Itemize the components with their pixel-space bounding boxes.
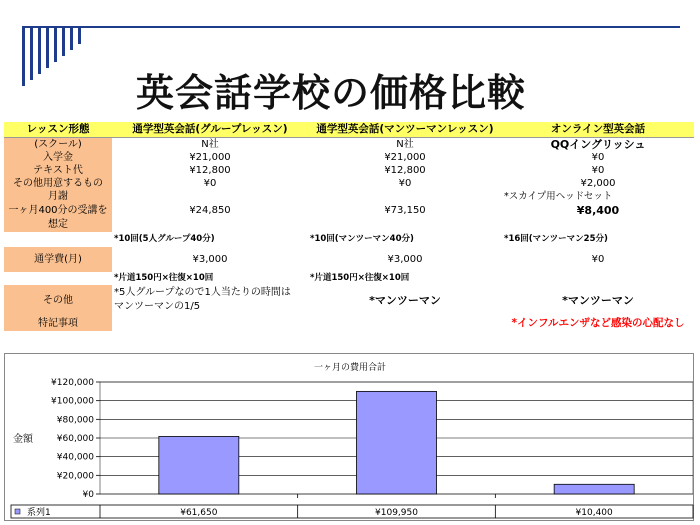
row-label-monthly-2: 一ヶ月400分の受講を [4,204,112,218]
table-cell: ¥0 [398,177,412,189]
table-cell: ¥0 [591,164,605,176]
row-label-special: 特記事項 [4,316,112,331]
table-cell: ¥3,000 [387,253,423,265]
table-cell: N社 [201,138,219,150]
table-cell: ¥8,400 [576,204,620,217]
header-online: オンライン型英会話 [502,122,694,137]
misc-group-line-1: *5人グループなので1人当たりの時間は [114,287,291,298]
chart-title: 一ヶ月の費用合計 [313,363,387,373]
table-cell: QQイングリッシュ [550,137,646,151]
table-row [4,285,694,316]
table-row [4,190,694,204]
table-cell: ¥0 [203,177,217,189]
header-lesson-type: レッスン形態 [4,122,112,137]
legend-series-name: 系列1 [27,508,51,518]
data-label: ¥109,950 [375,508,418,518]
note-headset: *スカイプ用ヘッドセット [504,191,613,202]
table-row [4,164,694,177]
table-row [4,316,694,331]
table-cell: ¥2,000 [580,177,616,189]
data-label: ¥61,650 [180,508,218,518]
table-row [4,177,694,190]
y-tick-label: ¥20,000 [56,471,94,482]
y-tick-label: ¥40,000 [56,452,94,463]
table-cell: ¥0 [591,253,605,265]
table-row [4,218,694,232]
table-cell: ¥0 [591,151,605,163]
misc-group-line-2: マンツーマンの1/5 [114,301,201,312]
row-label-misc: その他 [4,285,112,316]
data-label: ¥10,400 [575,508,613,518]
row-label-commute: 通学費(月) [4,247,112,272]
table-cell: ¥24,850 [189,205,231,216]
misc-group-cell [112,285,308,316]
top-rule [22,26,680,28]
row-label-textbook: テキスト代 [4,164,112,177]
cost-chart-svg [5,354,695,522]
decorative-stripes [22,28,102,86]
chart-plot-area [51,378,693,500]
table-cell: *マンツーマン [562,293,634,307]
table-row [4,137,694,151]
table-cell: *マンツーマン [369,293,441,307]
bar [357,391,437,494]
table-row [4,272,694,285]
table-row [4,232,694,247]
table-cell: ¥12,800 [384,164,426,176]
table-cell: ¥3,000 [192,253,228,265]
y-tick-label: ¥60,000 [56,434,94,444]
legend-swatch [15,509,20,514]
y-tick-label: ¥80,000 [56,415,94,426]
row-label-other-items: その他用意するもの [4,177,112,190]
note-monthly-group: *10回(5人グループ40分) [114,233,215,244]
header-group-lesson: 通学型英会話(グループレッスン) [112,122,308,137]
y-tick-label: ¥0 [82,490,94,500]
row-label-school: (スクール) [4,137,112,151]
bar [554,484,634,494]
row-label-monthly-3: 想定 [4,218,112,232]
chart-data-table [11,505,693,518]
row-label-entry-fee: 入学金 [4,151,112,164]
table-row [4,204,694,218]
table-cell: ¥21,000 [189,151,231,163]
row-label-monthly-1: 月謝 [4,190,112,204]
table-cell: ¥12,800 [189,164,231,176]
special-online-note: *インフルエンザなど感染の心配なし [511,316,685,329]
note-commute-private: *片道150円×往復×10回 [310,272,410,283]
bar [159,436,239,494]
note-monthly-online: *16回(マンツーマン25分) [504,233,608,244]
table-header-row [4,122,694,137]
table-cell: ¥21,000 [384,151,426,163]
price-comparison-table [4,122,694,331]
y-tick-label: ¥120,000 [51,378,94,388]
table-row [4,151,694,164]
y-tick-label: ¥100,000 [51,396,94,407]
table-row [4,247,694,272]
table-cell: ¥73,150 [384,205,426,216]
page-title: 英会話学校の価格比較 [136,71,527,115]
note-commute-group: *片道150円×往復×10回 [114,272,214,283]
note-monthly-private: *10回(マンツーマン40分) [310,233,414,244]
chart-y-axis-label: 金額 [13,434,33,445]
cost-chart [4,353,694,521]
header-private-lesson: 通学型英会話(マンツーマンレッスン) [308,122,502,137]
table-cell: N社 [396,138,414,150]
